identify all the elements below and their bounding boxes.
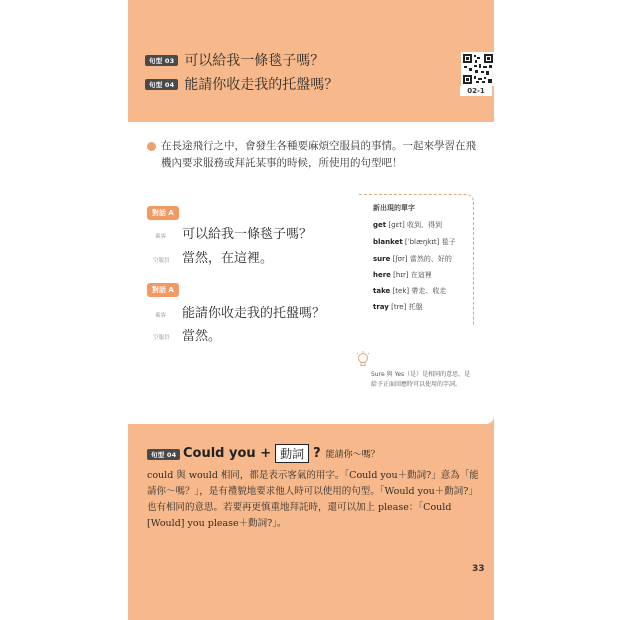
pattern-explanation: could 與 would 相同，都是表示客氣的用字。「Could you＋動詞?」意為「能請你～嗎？」，是有禮貌地要求他人時可以使用的句型。「Would you＋動詞?」也有相同的意思。若要再更慎重地拜託時，還可以加上 please：「Could [Would] you please＋動詞?」。 bbox=[147, 470, 479, 529]
bullet-icon bbox=[147, 142, 156, 151]
dialogue-1-role-1: 乘客 bbox=[155, 234, 167, 240]
pattern-04-tag: 句型 04 bbox=[145, 79, 178, 90]
pattern-04-section-tag: 句型 04 bbox=[147, 449, 180, 460]
vocab-title: 新出現的單字 bbox=[373, 204, 415, 212]
dialogue-2-line-1: 能請你收走我的托盤嗎？ bbox=[182, 306, 326, 321]
pattern-04-text: 能請你收走我的托盤嗎？ bbox=[184, 77, 339, 93]
vocab-item: take [tek] 帶走、收走 bbox=[373, 287, 447, 295]
pattern-03-text: 可以給我一條毯子嗎？ bbox=[184, 53, 325, 69]
pattern-04-heading bbox=[145, 74, 338, 94]
dialogue-2-line-2: 當然。 bbox=[182, 329, 222, 344]
tip-note: Sure 與 Yes（是）是相同的意思，是給予正面回應時可以使用的字詞。 bbox=[371, 371, 471, 388]
title-prefix: Could you + bbox=[183, 446, 272, 461]
verb-box: 動詞 bbox=[275, 444, 309, 463]
dialogue-1-line-2: 當然，在這裡。 bbox=[182, 251, 274, 266]
dialogue-1-role-2: 空服員 bbox=[153, 258, 170, 264]
lightbulb-icon bbox=[356, 351, 370, 369]
title-meaning: 能請你～嗎？ bbox=[325, 450, 380, 460]
title-suffix: ? bbox=[313, 446, 321, 461]
pattern-04-title bbox=[183, 444, 380, 463]
pattern-03-tag: 句型 03 bbox=[145, 55, 178, 66]
dialogue-1-tag: 對話 A bbox=[147, 206, 179, 220]
qr-code-icon[interactable] bbox=[461, 52, 495, 86]
qr-code-label: 02-1 bbox=[460, 86, 492, 96]
vocab-item: get [gɛt] 收到、得到 bbox=[373, 221, 443, 229]
vocab-item: here [hɪr] 在這裡 bbox=[373, 271, 432, 279]
vocab-item: tray [tre] 托盤 bbox=[373, 303, 423, 311]
pattern-03-heading bbox=[145, 50, 324, 70]
dialogue-2-role-1: 乘客 bbox=[155, 313, 167, 319]
vocab-item: blanket [ˈblæŋkɪt] 毯子 bbox=[373, 238, 456, 246]
dialogue-1-line-1: 可以給我一條毯子嗎？ bbox=[182, 227, 313, 242]
page-number: 33 bbox=[472, 564, 485, 574]
vocab-item: sure [ʃʊr] 當然的、好的 bbox=[373, 255, 452, 263]
intro-text: 在長途飛行之中，會發生各種要麻煩空服員的事情。一起來學習在飛機內要求服務或拜託某事的時候，所使用的句型吧！ bbox=[161, 140, 476, 169]
dialogue-2-tag: 對話 A bbox=[147, 283, 179, 297]
dialogue-2-role-2: 空服員 bbox=[153, 335, 170, 341]
